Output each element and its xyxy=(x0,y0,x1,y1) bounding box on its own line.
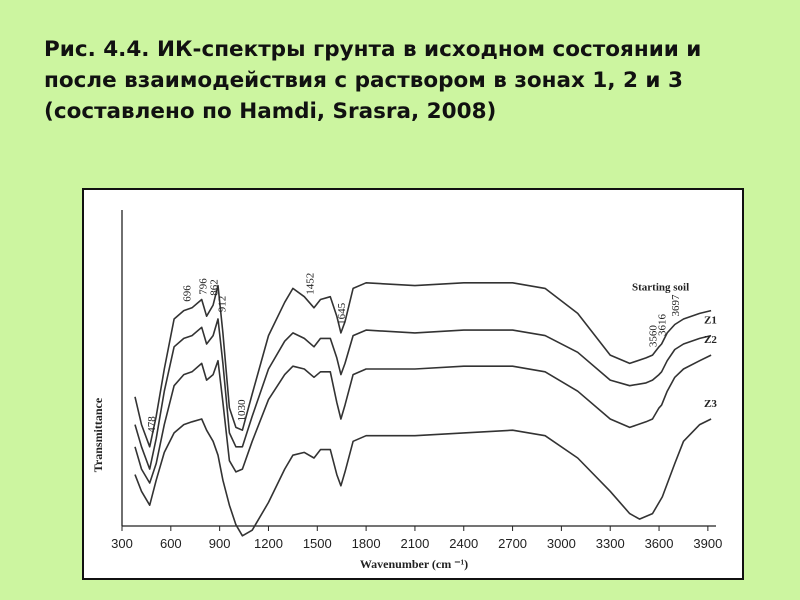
x-tick-label: 1200 xyxy=(254,536,283,551)
x-tick-label: 600 xyxy=(159,536,182,551)
peak-label-912: 912 xyxy=(216,295,229,313)
x-tick-label: 1500 xyxy=(302,536,332,551)
x-tick-label: 3600 xyxy=(644,536,674,551)
series-line-z2 xyxy=(135,355,711,483)
peak-label-862: 862 xyxy=(208,279,221,296)
peak-label-3560: 3560 xyxy=(647,325,660,348)
peak-label-3616: 3616 xyxy=(656,314,669,336)
peak-label-696: 696 xyxy=(181,285,194,302)
y-axis-label: Transmittance xyxy=(91,397,105,473)
spectra-lines xyxy=(135,283,711,536)
series-label-z2: Z2 xyxy=(704,334,717,347)
series-label-starting-soil: Starting soil xyxy=(632,281,690,294)
x-axis-label: Wavenumber (cm ⁻¹) xyxy=(359,557,469,571)
x-tick-label: 2400 xyxy=(449,536,479,551)
title-line-2: после взаимодействия с раствором в зонах 1, 2 и 3 xyxy=(44,68,683,93)
x-tick-label: 2100 xyxy=(400,536,430,551)
peak-label-1030: 1030 xyxy=(235,399,248,422)
series-label-z1: Z1 xyxy=(704,314,717,327)
series-label-z3: Z3 xyxy=(704,398,717,411)
peak-label-796: 796 xyxy=(197,278,210,295)
x-tick-label: 3900 xyxy=(693,536,723,551)
ir-spectra-chart xyxy=(84,190,742,578)
x-tick-label: 2700 xyxy=(498,536,528,551)
slide-title xyxy=(44,34,764,127)
x-tick-label: 3000 xyxy=(546,536,576,551)
peak-label-1645: 1645 xyxy=(335,302,348,325)
x-tick-label: 900 xyxy=(208,536,231,551)
ir-spectra-figure xyxy=(82,188,744,580)
title-line-3: (составлено по Hamdi, Srasra, 2008) xyxy=(44,99,497,124)
x-tick-label: 300 xyxy=(111,536,133,551)
series-line-z3 xyxy=(135,419,711,536)
x-tick-label: 3300 xyxy=(595,536,625,551)
x-axis-ticks xyxy=(111,526,722,551)
x-tick-label: 1800 xyxy=(351,536,381,551)
peak-label-478: 478 xyxy=(146,416,158,433)
peak-label-1452: 1452 xyxy=(304,272,317,295)
peak-label-3697: 3697 xyxy=(669,294,682,317)
title-line-1: Рис. 4.4. ИК-спектры грунта в исходном состоянии и xyxy=(44,37,702,62)
